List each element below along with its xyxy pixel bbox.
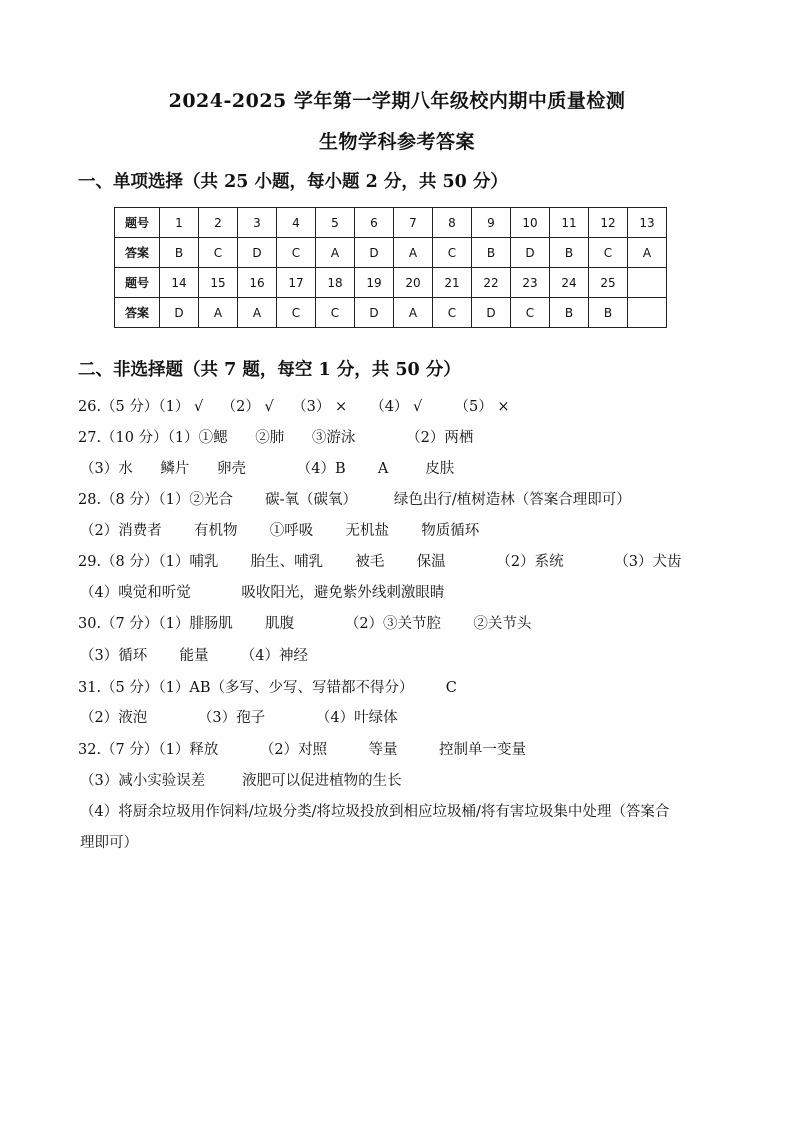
document-subtitle: 生物学科参考答案	[318, 131, 475, 153]
answer-line-32: 32.（7 分）（1）释放 （2）对照 等量 控制单一变量	[78, 742, 527, 758]
table-cell: 23	[511, 268, 550, 298]
table-cell: 16	[238, 268, 277, 298]
table-cell: 19	[355, 268, 394, 298]
answer-line-29: 29.（8 分）（1）哺乳 胎生、哺乳 被毛 保温 （2）系统 （3）犬齿	[78, 554, 682, 570]
answer-line-27b: （3）水 鳞片 卵壳 （4）B A 皮肤	[80, 461, 455, 477]
answer-line-28b: （2）消费者 有机物 ①呼吸 无机盐 物质循环	[80, 523, 480, 539]
table-cell: 22	[472, 268, 511, 298]
table-cell: C	[199, 238, 238, 268]
table-cell: 9	[472, 208, 511, 238]
table-cell: 13	[628, 208, 667, 238]
table-cell: D	[238, 238, 277, 268]
row-header-cell: 题号	[115, 268, 160, 298]
table-cell: 3	[238, 208, 277, 238]
answer-line-30: 30.（7 分）（1）腓肠肌 肌腹 （2）③关节腔 ②关节头	[78, 616, 532, 632]
table-cell: A	[238, 298, 277, 328]
answer-line-32b: （3）减小实验误差 液肥可以促进植物的生长	[80, 773, 402, 789]
table-cell: 6	[355, 208, 394, 238]
table-cell: C	[511, 298, 550, 328]
table-cell: A	[628, 238, 667, 268]
table-row	[115, 268, 667, 298]
table-cell: A	[316, 238, 355, 268]
table-cell: B	[550, 238, 589, 268]
table-cell	[628, 268, 667, 298]
row-header-cell: 题号	[115, 208, 160, 238]
table-cell: C	[589, 238, 628, 268]
answer-line-31: 31.（5 分）（1）AB（多写、少写、写错都不得分） C	[78, 680, 457, 696]
table-row	[115, 298, 667, 328]
table-cell: D	[355, 238, 394, 268]
table-cell: 25	[589, 268, 628, 298]
answer-line-26: 26.（5 分）（1） √ （2） √ （3） × （4） √ （5） ×	[78, 399, 510, 415]
table-cell: 18	[316, 268, 355, 298]
table-cell: 5	[316, 208, 355, 238]
table-cell: 17	[277, 268, 316, 298]
table-cell: 7	[394, 208, 433, 238]
table-cell	[628, 298, 667, 328]
table-cell: 14	[160, 268, 199, 298]
table-cell: 10	[511, 208, 550, 238]
answer-line-32c: （4）将厨余垃圾用作饲料/垃圾分类/将垃圾投放到相应垃圾桶/将有害垃圾集中处理（答案合	[80, 804, 670, 820]
table-cell: A	[394, 298, 433, 328]
table-cell: C	[433, 238, 472, 268]
table-cell: C	[433, 298, 472, 328]
table-cell: 4	[277, 208, 316, 238]
answer-line-31b: （2）液泡 （3）孢子 （4）叶绿体	[80, 710, 398, 726]
table-cell: A	[199, 298, 238, 328]
table-cell: D	[511, 238, 550, 268]
table-cell: 8	[433, 208, 472, 238]
table-cell: 21	[433, 268, 472, 298]
row-header-cell: 答案	[115, 298, 160, 328]
table-cell: C	[277, 298, 316, 328]
table-cell: D	[160, 298, 199, 328]
answer-table	[114, 207, 667, 328]
answer-line-32d: 理即可）	[80, 835, 138, 851]
table-row	[115, 238, 667, 268]
table-cell: B	[589, 298, 628, 328]
table-cell: C	[277, 238, 316, 268]
answer-line-29b: （4）嗅觉和听觉 吸收阳光，避免紫外线刺激眼睛	[80, 585, 445, 601]
answer-line-28: 28.（8 分）（1）②光合 碳-氧（碳氧） 绿色出行/植树造林（答案合理即可）	[78, 492, 631, 508]
section-1-heading: 一、单项选择（共 25 小题，每小题 2 分，共 50 分）	[78, 172, 508, 192]
table-cell: 24	[550, 268, 589, 298]
document-title: 2024-2025 学年第一学期八年级校内期中质量检测	[168, 90, 626, 112]
table-cell: D	[355, 298, 394, 328]
table-cell: B	[550, 298, 589, 328]
table-cell: 11	[550, 208, 589, 238]
table-cell: 12	[589, 208, 628, 238]
table-cell: 20	[394, 268, 433, 298]
table-cell: B	[472, 238, 511, 268]
table-cell: A	[394, 238, 433, 268]
answer-line-27: 27.（10 分）（1）①鳃 ②肺 ③游泳 （2）两栖	[78, 430, 474, 446]
table-cell: C	[316, 298, 355, 328]
row-header-cell: 答案	[115, 238, 160, 268]
table-cell: 15	[199, 268, 238, 298]
table-cell: 2	[199, 208, 238, 238]
table-row	[115, 208, 667, 238]
answer-line-30b: （3）循环 能量 （4）神经	[80, 648, 308, 664]
table-cell: B	[160, 238, 199, 268]
table-cell: 1	[160, 208, 199, 238]
section-2-heading: 二、非选择题（共 7 题，每空 1 分，共 50 分）	[78, 360, 461, 380]
table-cell: D	[472, 298, 511, 328]
